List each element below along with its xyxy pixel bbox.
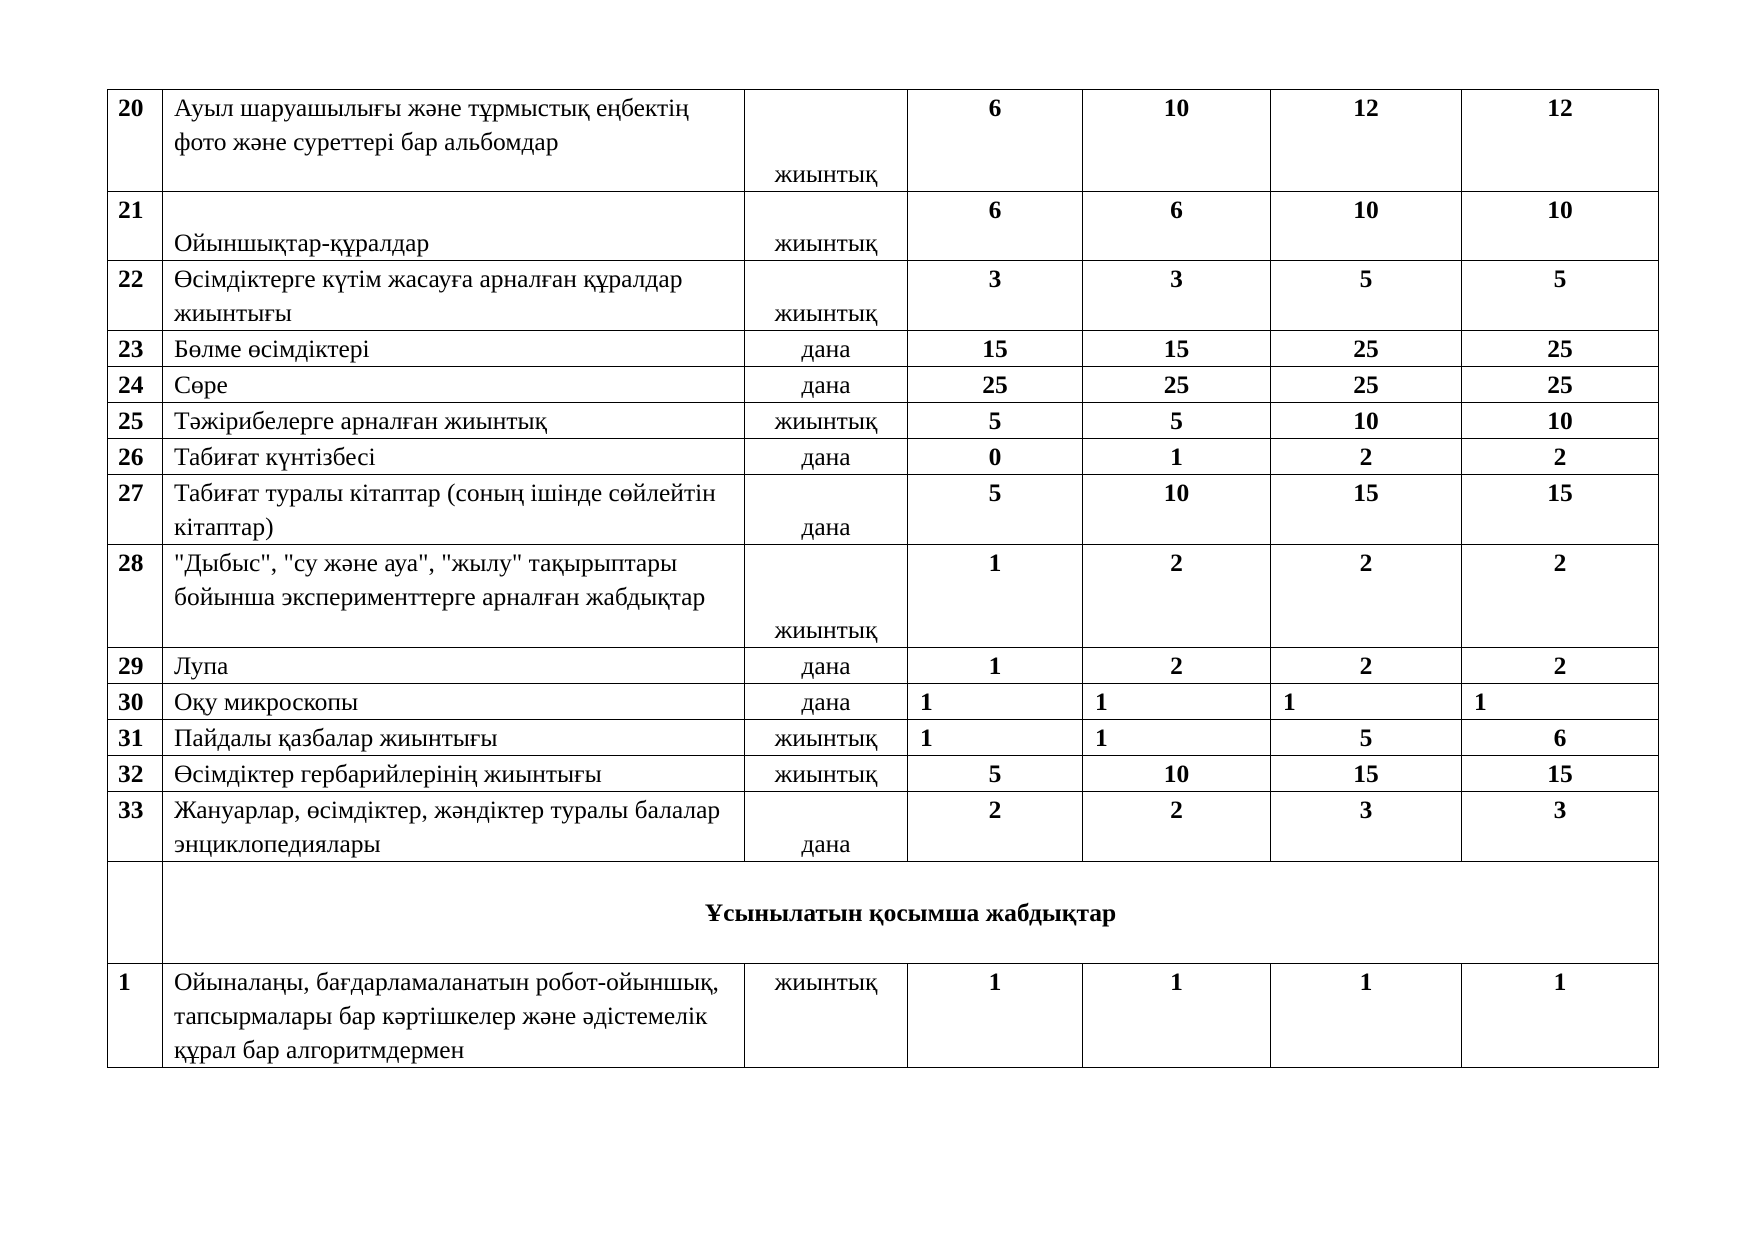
item-value: 1 — [1462, 684, 1659, 720]
table-row — [108, 545, 1659, 648]
item-value: 1 — [908, 684, 1083, 720]
item-value: 5 — [908, 475, 1083, 545]
row-number: 30 — [108, 684, 163, 720]
item-unit: дана — [745, 367, 908, 403]
item-value: 2 — [908, 792, 1083, 862]
item-unit: жиынтық — [745, 720, 908, 756]
item-name: Тәжірибелерге арналған жиынтық — [163, 403, 745, 439]
table-row — [108, 261, 1659, 331]
item-value: 10 — [1083, 90, 1271, 192]
item-name — [163, 192, 745, 261]
row-number: 24 — [108, 367, 163, 403]
item-value: 25 — [1462, 367, 1659, 403]
item-name: Табиғат күнтізбесі — [163, 439, 745, 475]
item-name: Өсімдіктер гербарийлерінің жиынтығы — [163, 756, 745, 792]
item-name: Табиғат туралы кітаптар (соның ішінде сөйлейтін кітаптар) — [163, 475, 745, 545]
section-number-cell — [108, 862, 163, 964]
item-value: 2 — [1083, 792, 1271, 862]
item-name: Пайдалы қазбалар жиынтығы — [163, 720, 745, 756]
item-value: 2 — [1083, 648, 1271, 684]
item-value: 3 — [908, 261, 1083, 331]
item-value: 25 — [908, 367, 1083, 403]
item-unit: дана — [745, 439, 908, 475]
item-value: 10 — [1462, 403, 1659, 439]
item-value: 1 — [1083, 684, 1271, 720]
table-row — [108, 964, 1659, 1068]
item-unit: дана — [745, 684, 908, 720]
item-unit: дана — [745, 792, 908, 862]
row-number: 22 — [108, 261, 163, 331]
item-value: 10 — [1083, 756, 1271, 792]
item-value: 12 — [1271, 90, 1462, 192]
item-value: 25 — [1271, 367, 1462, 403]
item-name: Сөре — [163, 367, 745, 403]
item-value: 15 — [1271, 756, 1462, 792]
item-value: 1 — [908, 648, 1083, 684]
item-value: 1 — [1462, 964, 1659, 1068]
item-value: 3 — [1271, 792, 1462, 862]
item-value: 0 — [908, 439, 1083, 475]
row-number: 20 — [108, 90, 163, 192]
item-value: 12 — [1462, 90, 1659, 192]
item-name: Лупа — [163, 648, 745, 684]
item-name: Оқу микроскопы — [163, 684, 745, 720]
table-row — [108, 90, 1659, 192]
table-row — [108, 756, 1659, 792]
item-value: 2 — [1462, 648, 1659, 684]
section-row — [108, 862, 1659, 964]
item-unit: дана — [745, 648, 908, 684]
item-value: 10 — [1083, 475, 1271, 545]
item-value: 1 — [908, 720, 1083, 756]
table-row — [108, 648, 1659, 684]
item-value: 1 — [908, 964, 1083, 1068]
item-value: 5 — [1271, 261, 1462, 331]
item-value: 5 — [908, 403, 1083, 439]
item-value: 2 — [1083, 545, 1271, 648]
item-value: 1 — [1271, 684, 1462, 720]
item-value: 6 — [908, 90, 1083, 192]
item-unit: жиынтық — [745, 192, 908, 261]
item-name: Ойыналаңы, бағдарламаланатын робот-ойыншық, тапсырмалары бар кәртішкелер және әдістемелік құрал бар алгоритмдермен — [163, 964, 745, 1068]
equipment-table — [107, 89, 1659, 1068]
item-value: 1 — [908, 545, 1083, 648]
item-unit: жиынтық — [745, 90, 908, 192]
item-name: Жануарлар, өсімдіктер, жәндіктер туралы балалар энциклопедиялары — [163, 792, 745, 862]
item-unit: жиынтық — [745, 756, 908, 792]
item-value: 25 — [1462, 331, 1659, 367]
item-name: "Дыбыс", "су және ауа", "жылу" тақырыптары бойынша эксперименттерге арналған жабдықтар — [163, 545, 745, 648]
row-number: 29 — [108, 648, 163, 684]
item-value: 25 — [1271, 331, 1462, 367]
item-unit: жиынтық — [745, 545, 908, 648]
item-value: 15 — [1271, 475, 1462, 545]
item-value: 2 — [1271, 545, 1462, 648]
item-value: 10 — [1462, 192, 1659, 261]
item-value: 2 — [1462, 439, 1659, 475]
row-number: 25 — [108, 403, 163, 439]
row-number: 27 — [108, 475, 163, 545]
table-row — [108, 792, 1659, 862]
table-row — [108, 331, 1659, 367]
table-row — [108, 720, 1659, 756]
item-value: 10 — [1271, 192, 1462, 261]
row-number: 31 — [108, 720, 163, 756]
item-value: 1 — [1083, 720, 1271, 756]
row-number: 32 — [108, 756, 163, 792]
item-value: 5 — [908, 756, 1083, 792]
table-row — [108, 367, 1659, 403]
item-value: 5 — [1083, 403, 1271, 439]
table-row — [108, 475, 1659, 545]
item-value: 15 — [1462, 475, 1659, 545]
item-name: Бөлме өсімдіктері — [163, 331, 745, 367]
row-number: 1 — [108, 964, 163, 1068]
item-name-text: Ойыншықтар-құралдар — [174, 228, 430, 257]
item-value: 10 — [1271, 403, 1462, 439]
item-value: 2 — [1271, 439, 1462, 475]
table-row — [108, 684, 1659, 720]
row-number: 26 — [108, 439, 163, 475]
item-unit: жиынтық — [745, 261, 908, 331]
row-number: 21 — [108, 192, 163, 261]
item-value: 6 — [1083, 192, 1271, 261]
item-value: 15 — [908, 331, 1083, 367]
item-value: 1 — [1083, 439, 1271, 475]
item-value: 15 — [1462, 756, 1659, 792]
item-name: Өсімдіктерге күтім жасауға арналған құралдар жиынтығы — [163, 261, 745, 331]
item-value: 6 — [1462, 720, 1659, 756]
table-row — [108, 192, 1659, 261]
item-value: 1 — [1271, 964, 1462, 1068]
item-unit: жиынтық — [745, 403, 908, 439]
item-value: 2 — [1462, 545, 1659, 648]
item-unit: дана — [745, 331, 908, 367]
table-row — [108, 439, 1659, 475]
row-number: 23 — [108, 331, 163, 367]
item-value: 15 — [1083, 331, 1271, 367]
item-value: 6 — [908, 192, 1083, 261]
row-number: 28 — [108, 545, 163, 648]
item-unit: жиынтық — [745, 964, 908, 1068]
section-title: Ұсынылатын қосымша жабдықтар — [163, 862, 1659, 964]
item-value: 1 — [1083, 964, 1271, 1068]
item-value: 3 — [1083, 261, 1271, 331]
item-value: 25 — [1083, 367, 1271, 403]
row-number: 33 — [108, 792, 163, 862]
item-value: 3 — [1462, 792, 1659, 862]
item-name: Ауыл шаруашылығы және тұрмыстық еңбектің фото және суреттері бар альбомдар — [163, 90, 745, 192]
item-unit: дана — [745, 475, 908, 545]
item-value: 5 — [1462, 261, 1659, 331]
item-value: 2 — [1271, 648, 1462, 684]
item-value: 5 — [1271, 720, 1462, 756]
table-row — [108, 403, 1659, 439]
